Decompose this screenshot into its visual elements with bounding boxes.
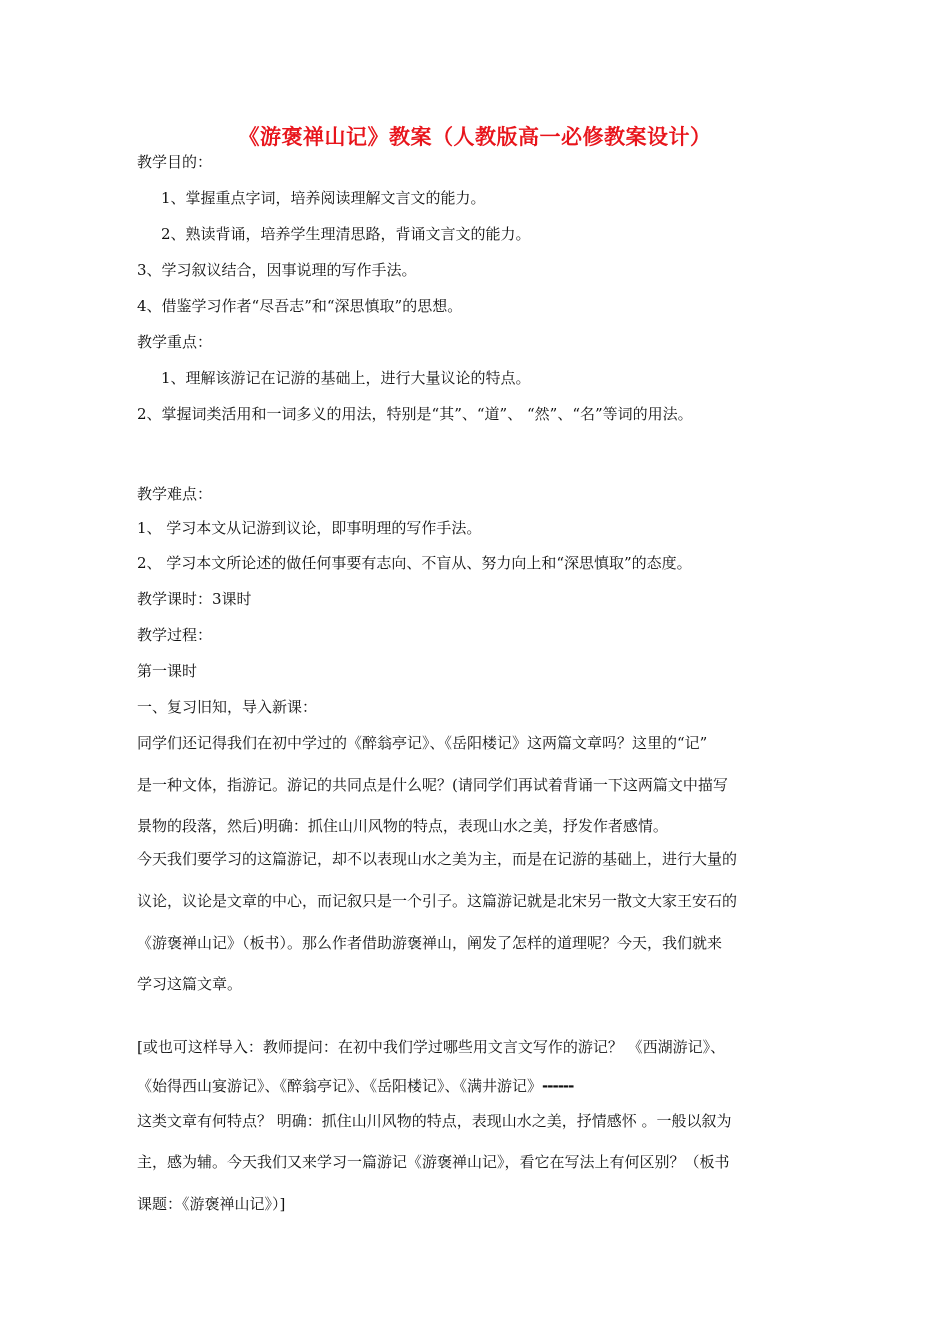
- paragraph-line: 同学们还记得我们在初中学过的《醉翁亭记》、《岳阳楼记》这两篇文章吗？这里的“记”: [137, 734, 708, 752]
- alt-intro-line: [137, 1076, 573, 1096]
- alt-intro-text: 《始得西山宴游记》、《醉翁亭记》、《岳阳楼记》、《满井游记》: [137, 1077, 543, 1095]
- document-title: 《游褒禅山记》教案（人教版高一必修教案设计）: [238, 125, 712, 149]
- section-heading-objectives: 教学目的：: [137, 153, 213, 171]
- paragraph-line: 是一种文体，指游记。游记的共同点是什么呢？(请同学们再试着背诵一下这两篇文中描写: [137, 776, 728, 794]
- alt-intro-line: 课题：《游褒禅山记》）]: [137, 1195, 286, 1213]
- objective-item: 4、借鉴学习作者“尽吾志”和“深思慎取”的思想。: [137, 297, 463, 315]
- lesson-heading: 第一课时: [137, 662, 198, 680]
- dash-mark: ------: [542, 1077, 574, 1095]
- key-point-item: 2、掌握词类活用和一词多义的用法，特别是“其”、“道”、 “然”、“名”等词的用法。: [137, 405, 693, 423]
- section-heading-process: 教学过程：: [137, 626, 213, 644]
- key-point-item: 1、理解该游记在记游的基础上，进行大量议论的特点。: [161, 369, 531, 387]
- difficulty-item: 2、 学习本文所论述的做任何事要有志向、不盲从、努力向上和“深思慎取”的态度。: [137, 554, 692, 572]
- paragraph-line: 今天我们要学习的这篇游记，却不以表现山水之美为主，而是在记游的基础上，进行大量的: [137, 850, 738, 868]
- difficulty-item: 1、 学习本文从记游到议论，即事明理的写作手法。: [137, 519, 482, 537]
- objective-item: 2、熟读背诵，培养学生理清思路，背诵文言文的能力。: [161, 225, 531, 243]
- paragraph-line: 学习这篇文章。: [137, 975, 243, 993]
- objective-item: 3、学习叙议结合，因事说理的写作手法。: [137, 261, 417, 279]
- paragraph-line: 议论，议论是文章的中心，而记叙只是一个引子。这篇游记就是北宋另一散文大家王安石的: [137, 892, 738, 910]
- paragraph-line: 《游褒禅山记》（板书）。那么作者借助游褒禅山，阐发了怎样的道理呢？今天，我们就来: [137, 934, 723, 952]
- alt-intro-line: [或也可这样导入：教师提问：在初中我们学过哪些用文言文写作的游记？ 《西湖游记》、: [137, 1038, 726, 1056]
- paragraph-line: 景物的段落，然后)明确：抓住山川风物的特点，表现山水之美，抒发作者感情。: [137, 817, 668, 835]
- alt-intro-line: 这类文章有何特点？ 明确：抓住山川风物的特点，表现山水之美，抒情感怀 。一般以叙为: [137, 1112, 732, 1130]
- section-heading-key-points: 教学重点：: [137, 333, 213, 351]
- step-heading: 一、复习旧知，导入新课：: [137, 698, 318, 716]
- alt-intro-line: 主，感为辅。今天我们又来学习一篇游记《游褒禅山记》，看它在写法上有何区别？（板书: [137, 1153, 730, 1171]
- section-heading-difficulties: 教学难点：: [137, 485, 213, 503]
- class-hours: 教学课时：3课时: [137, 590, 252, 608]
- objective-item: 1、掌握重点字词，培养阅读理解文言文的能力。: [161, 189, 486, 207]
